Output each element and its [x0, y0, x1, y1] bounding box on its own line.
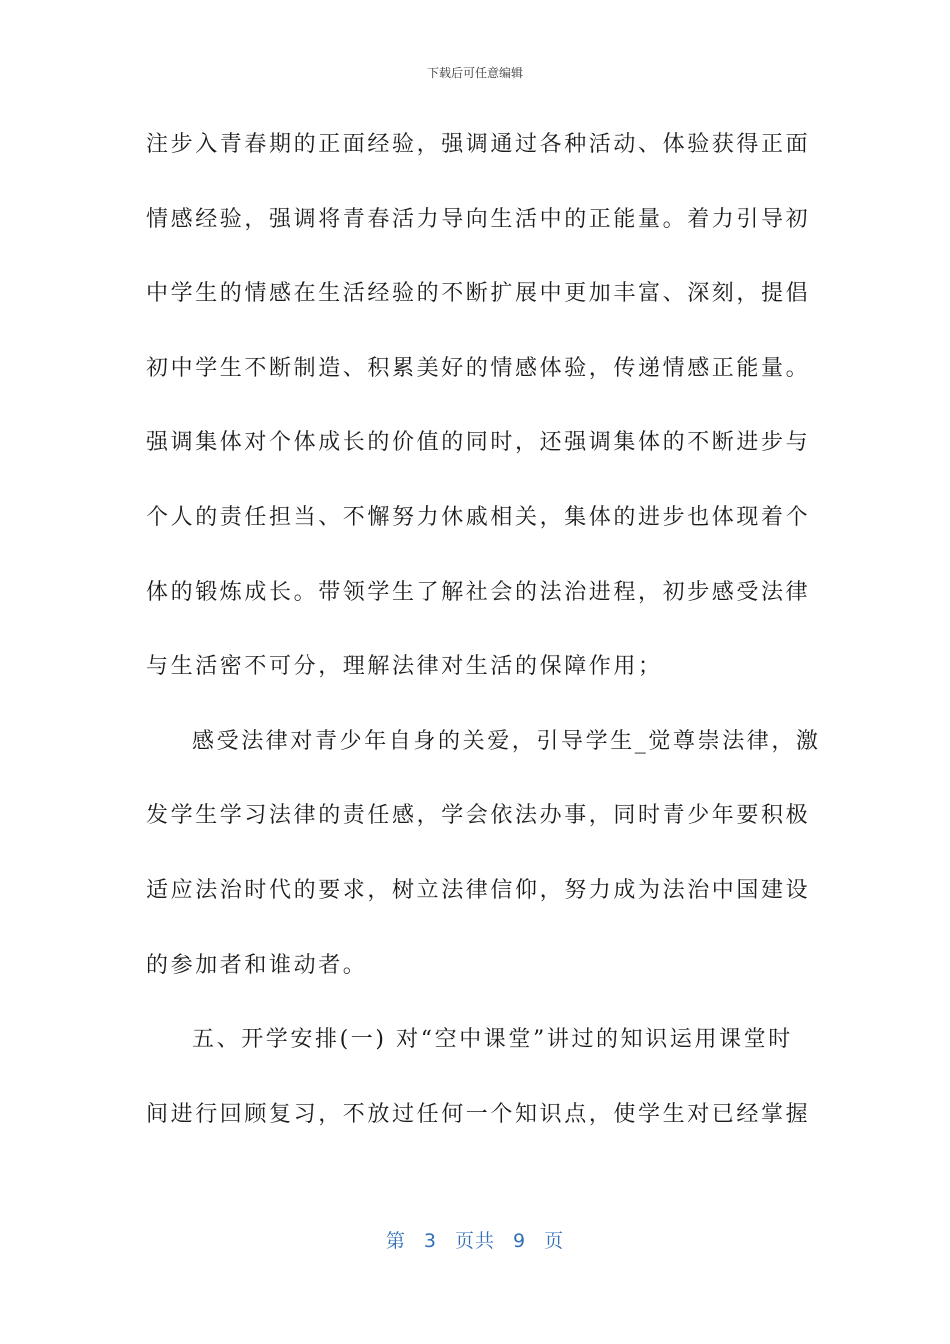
current-page-number: 3	[423, 1230, 437, 1252]
paragraph-start-line: 感受法律对青少年自身的关爱，引导学生_觉尊崇法律，激	[192, 728, 821, 754]
page-header: 下载后可任意编辑	[426, 66, 523, 80]
footer-label-suffix: 页	[544, 1230, 565, 1252]
text-line: 间进行回顾复习，不放过任何一个知识点，使学生对已经掌握	[146, 1101, 811, 1127]
text-line: 体的锻炼成长。带领学生了解社会的法治进程，初步感受法律	[146, 579, 811, 605]
paragraph-start-line: 五、开学安排(一) 对“空中课堂”讲过的知识运用课堂时	[192, 1027, 793, 1053]
text-line: 的参加者和谁动者。	[146, 952, 368, 978]
footer-label-middle: 页共	[454, 1230, 495, 1252]
text-line: 个人的责任担当、不懈努力休戚相关，集体的进步也体现着个	[146, 504, 811, 530]
text-line: 注步入青春期的正面经验，强调通过各种活动、体验获得正面	[146, 132, 811, 157]
total-pages-number: 9	[513, 1230, 527, 1252]
document-body	[146, 122, 821, 1166]
text-line: 发学生学习法律的责任感，学会依法办事，同时青少年要积极	[146, 803, 811, 829]
text-line: 与生活密不可分，理解法律对生活的保障作用；	[146, 654, 663, 680]
text-line: 初中学生不断制造、积累美好的情感体验，传递情感正能量。	[146, 355, 811, 381]
text-line: 中学生的情感在生活经验的不断扩展中更加丰富、深刻，提倡	[146, 281, 811, 307]
text-line: 情感经验，强调将青春活力导向生活中的正能量。着力引导初	[146, 206, 811, 232]
text-line: 适应法治时代的要求，树立法律信仰，努力成为法治中国建设	[146, 877, 811, 903]
page-footer	[0, 1226, 950, 1253]
footer-label-prefix: 第	[385, 1230, 406, 1252]
text-line: 强调集体对个体成长的价值的同时，还强调集体的不断进步与	[146, 430, 811, 456]
